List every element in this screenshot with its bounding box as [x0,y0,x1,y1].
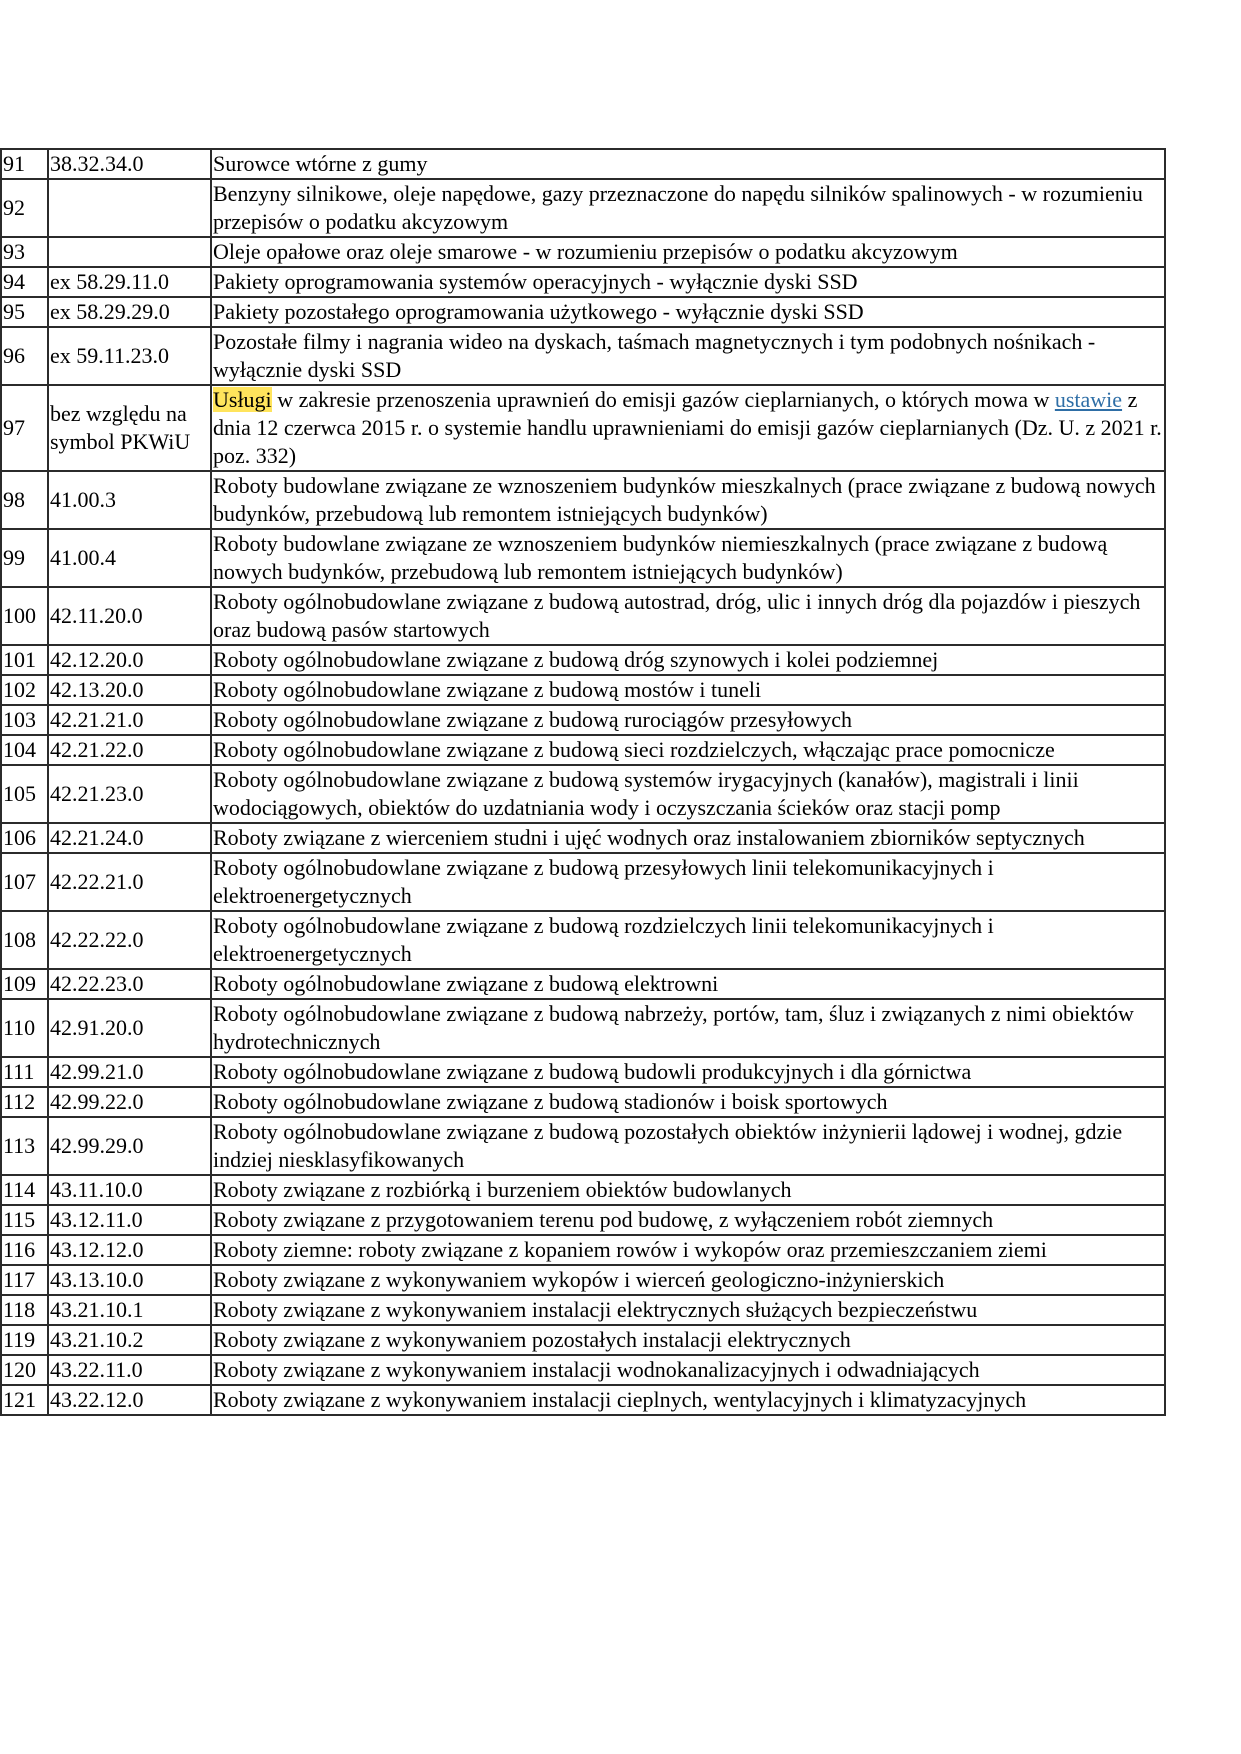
description-cell: Roboty budowlane związane ze wznoszeniem budynków mieszkalnych (prace związane z budową nowych budynków, przebudową lub remontem istniejących budynków) [211,471,1165,529]
table-row [1,1265,1165,1295]
row-number-cell: 108 [1,911,48,969]
pkwiu-code-cell: 42.21.24.0 [48,823,211,853]
row-number-cell: 116 [1,1235,48,1265]
row-number-cell: 98 [1,471,48,529]
pkwiu-code-cell: 43.22.12.0 [48,1385,211,1415]
description-text: z dnia 12 czerwca 2015 r. o systemie handlu uprawnieniami do emisji gazów cieplarnianych (Dz. U. z 2021 r. poz. 332) [213,387,1162,468]
law-reference-link[interactable]: ustawie [1054,387,1123,412]
table-row [1,327,1165,385]
pkwiu-code-cell: 42.11.20.0 [48,587,211,645]
pkwiu-code-cell: 43.21.10.2 [48,1325,211,1355]
description-cell: Benzyny silnikowe, oleje napędowe, gazy przeznaczone do napędu silników spalinowych - w rozumieniu przepisów o podatku akcyzowym [211,179,1165,237]
pkwiu-code-cell: 42.22.21.0 [48,853,211,911]
table-row [1,645,1165,675]
table-row [1,1057,1165,1087]
description-cell: Roboty związane z wykonywaniem instalacji wodnokanalizacyjnych i odwadniających [211,1355,1165,1385]
row-number-cell: 119 [1,1325,48,1355]
table-row [1,1175,1165,1205]
row-number-cell: 117 [1,1265,48,1295]
table-row [1,179,1165,237]
pkwiu-code-cell: 42.91.20.0 [48,999,211,1057]
row-number-cell: 109 [1,969,48,999]
pkwiu-code-cell: 42.13.20.0 [48,675,211,705]
pkwiu-code-cell: ex 58.29.29.0 [48,297,211,327]
pkwiu-code-cell: 43.12.12.0 [48,1235,211,1265]
row-number-cell: 99 [1,529,48,587]
pkwiu-code-cell: bez względu na symbol PKWiU [48,385,211,471]
row-number-cell: 118 [1,1295,48,1325]
description-cell: Roboty związane z wykonywaniem instalacji elektrycznych służących bezpieczeństwu [211,1295,1165,1325]
pkwiu-code-cell: 41.00.3 [48,471,211,529]
table-row [1,587,1165,645]
row-number-cell: 91 [1,149,48,179]
pkwiu-code-cell [48,237,211,267]
row-number-cell: 93 [1,237,48,267]
table-row [1,1205,1165,1235]
pkwiu-code-cell: 42.21.23.0 [48,765,211,823]
row-number-cell: 97 [1,385,48,471]
row-number-cell: 111 [1,1057,48,1087]
table-row [1,1385,1165,1415]
row-number-cell: 113 [1,1117,48,1175]
row-number-cell: 120 [1,1355,48,1385]
description-cell: Roboty ogólnobudowlane związane z budową sieci rozdzielczych, włączając prace pomocnicze [211,735,1165,765]
table-row [1,969,1165,999]
row-number-cell: 102 [1,675,48,705]
description-cell: Roboty ogólnobudowlane związane z budową pozostałych obiektów inżynierii lądowej i wodnej, gdzie indziej niesklasyfikowanych [211,1117,1165,1175]
pkwiu-code-cell: ex 59.11.23.0 [48,327,211,385]
table-row [1,705,1165,735]
description-cell: Roboty ogólnobudowlane związane z budową przesyłowych linii telekomunikacyjnych i elektroenergetycznych [211,853,1165,911]
description-cell: Roboty związane z przygotowaniem terenu pod budowę, z wyłączeniem robót ziemnych [211,1205,1165,1235]
table-row [1,823,1165,853]
description-cell: Roboty ogólnobudowlane związane z budową rurociągów przesyłowych [211,705,1165,735]
pkwiu-code-cell: 43.21.10.1 [48,1295,211,1325]
description-cell [211,385,1165,471]
pkwiu-code-cell: 42.99.22.0 [48,1087,211,1117]
pkwiu-code-cell [48,179,211,237]
pkwiu-code-cell: 43.12.11.0 [48,1205,211,1235]
table-row [1,1325,1165,1355]
description-cell: Pozostałe filmy i nagrania wideo na dyskach, taśmach magnetycznych i tym podobnych nośnikach - wyłącznie dyski SSD [211,327,1165,385]
description-cell: Oleje opałowe oraz oleje smarowe - w rozumieniu przepisów o podatku akcyzowym [211,237,1165,267]
pkwiu-code-cell: 42.99.21.0 [48,1057,211,1087]
pkwiu-code-cell: 42.12.20.0 [48,645,211,675]
pkwiu-code-cell: ex 58.29.11.0 [48,267,211,297]
table-row [1,529,1165,587]
table-row [1,1295,1165,1325]
pkwiu-code-cell: 43.22.11.0 [48,1355,211,1385]
row-number-cell: 112 [1,1087,48,1117]
description-cell: Roboty budowlane związane ze wznoszeniem budynków niemieszkalnych (prace związane z budową nowych budynków, przebudową lub remontem istniejących budynków) [211,529,1165,587]
description-cell: Pakiety pozostałego oprogramowania użytkowego - wyłącznie dyski SSD [211,297,1165,327]
description-cell: Roboty ogólnobudowlane związane z budową dróg szynowych i kolei podziemnej [211,645,1165,675]
goods-services-table [0,148,1166,1416]
table-row [1,1087,1165,1117]
pkwiu-code-cell: 42.21.21.0 [48,705,211,735]
table-row [1,1355,1165,1385]
row-number-cell: 96 [1,327,48,385]
description-cell: Roboty związane z wykonywaniem pozostałych instalacji elektrycznych [211,1325,1165,1355]
pkwiu-code-cell: 42.99.29.0 [48,1117,211,1175]
row-number-cell: 100 [1,587,48,645]
row-number-cell: 94 [1,267,48,297]
pkwiu-code-cell: 42.21.22.0 [48,735,211,765]
row-number-cell: 110 [1,999,48,1057]
document-page [0,148,1166,1416]
table-row [1,1235,1165,1265]
description-cell: Roboty związane z wykonywaniem wykopów i wierceń geologiczno-inżynierskich [211,1265,1165,1295]
row-number-cell: 104 [1,735,48,765]
pkwiu-code-cell: 38.32.34.0 [48,149,211,179]
row-number-cell: 106 [1,823,48,853]
row-number-cell: 115 [1,1205,48,1235]
table-row [1,267,1165,297]
description-cell: Roboty ziemne: roboty związane z kopaniem rowów i wykopów oraz przemieszczaniem ziemi [211,1235,1165,1265]
description-cell: Surowce wtórne z gumy [211,149,1165,179]
table-row [1,471,1165,529]
pkwiu-code-cell: 41.00.4 [48,529,211,587]
description-cell: Roboty ogólnobudowlane związane z budową mostów i tuneli [211,675,1165,705]
table-row [1,1117,1165,1175]
row-number-cell: 105 [1,765,48,823]
highlighted-term: Usługi [213,387,272,412]
table-row [1,675,1165,705]
table-body [1,149,1165,1415]
row-number-cell: 103 [1,705,48,735]
description-cell: Roboty ogólnobudowlane związane z budową systemów irygacyjnych (kanałów), magistrali i linii wodociągowych, obiektów do uzdatniania wody i oczyszczania ścieków oraz stacji pomp [211,765,1165,823]
table-row [1,237,1165,267]
table-row [1,911,1165,969]
table-row [1,385,1165,471]
row-number-cell: 95 [1,297,48,327]
row-number-cell: 107 [1,853,48,911]
pkwiu-code-cell: 43.13.10.0 [48,1265,211,1295]
pkwiu-code-cell: 42.22.23.0 [48,969,211,999]
row-number-cell: 101 [1,645,48,675]
description-cell: Roboty ogólnobudowlane związane z budową autostrad, dróg, ulic i innych dróg dla pojazdów i pieszych oraz budową pasów startowych [211,587,1165,645]
description-cell: Roboty ogólnobudowlane związane z budową elektrowni [211,969,1165,999]
description-cell: Roboty związane z wierceniem studni i ujęć wodnych oraz instalowaniem zbiorników septycznych [211,823,1165,853]
pkwiu-code-cell: 43.11.10.0 [48,1175,211,1205]
description-cell: Roboty związane z rozbiórką i burzeniem obiektów budowlanych [211,1175,1165,1205]
row-number-cell: 92 [1,179,48,237]
description-cell: Roboty ogólnobudowlane związane z budową nabrzeży, portów, tam, śluz i związanych z nimi obiektów hydrotechnicznych [211,999,1165,1057]
description-cell: Pakiety oprogramowania systemów operacyjnych - wyłącznie dyski SSD [211,267,1165,297]
table-row [1,735,1165,765]
table-row [1,149,1165,179]
pkwiu-code-cell: 42.22.22.0 [48,911,211,969]
description-cell: Roboty ogólnobudowlane związane z budową rozdzielczych linii telekomunikacyjnych i elektroenergetycznych [211,911,1165,969]
description-cell: Roboty ogólnobudowlane związane z budową stadionów i boisk sportowych [211,1087,1165,1117]
table-row [1,297,1165,327]
table-row [1,765,1165,823]
row-number-cell: 121 [1,1385,48,1415]
table-row [1,999,1165,1057]
table-row [1,853,1165,911]
description-text: w zakresie przenoszenia uprawnień do emisji gazów cieplarnianych, o których mowa w [271,387,1055,412]
description-cell: Roboty ogólnobudowlane związane z budową budowli produkcyjnych i dla górnictwa [211,1057,1165,1087]
row-number-cell: 114 [1,1175,48,1205]
description-cell: Roboty związane z wykonywaniem instalacji cieplnych, wentylacyjnych i klimatyzacyjnych [211,1385,1165,1415]
